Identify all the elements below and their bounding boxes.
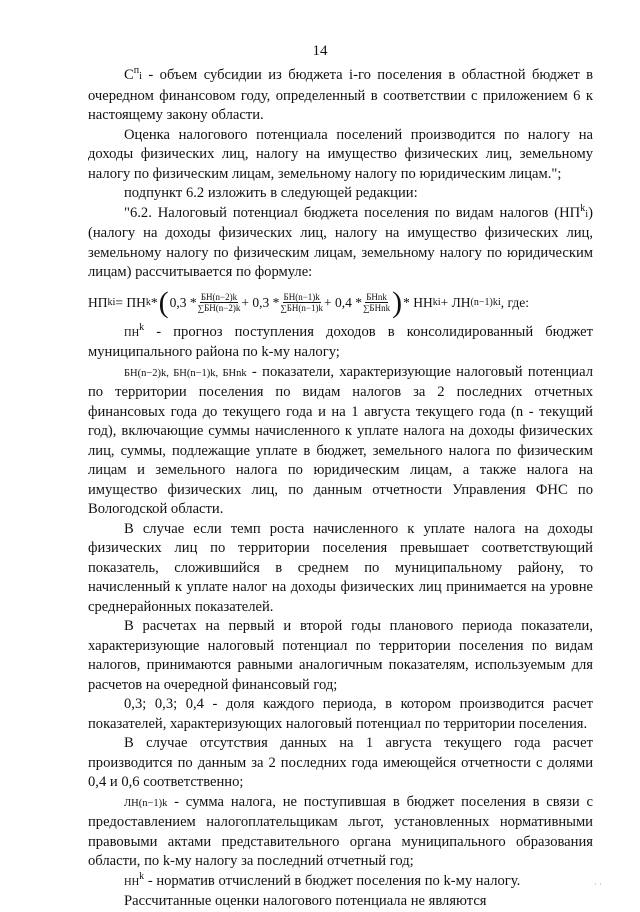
formula-ln: + ЛН: [440, 294, 471, 310]
symbol-c-sup: п: [133, 65, 140, 77]
formula-mul: *: [150, 294, 158, 310]
paragraph-calculated-estimates: Рассчитанные оценки налогового потенциала не являются: [124, 893, 487, 909]
symbol-nn-sup: k: [139, 870, 145, 882]
paragraph-text: ) (налогу на доходы физических лиц, налогу на имущество физических лиц, земельному налогу по физическим лицам, земельному налогу по юридическим лицам) рассчитывается по формуле:: [88, 204, 593, 280]
fraction-2: [280, 292, 323, 313]
paragraph-pn: [88, 323, 593, 363]
fraction-3: [363, 292, 390, 313]
formula-coef-1: 0,3 *: [169, 294, 197, 310]
paragraph-text: "6.2. Налоговый потенциал бюджета поселения по видам налогов (НП: [124, 204, 581, 221]
paragraph-ln: [88, 793, 593, 872]
formula-nn-sub: i: [437, 296, 441, 308]
symbol-bn: БН(n−2)k, БН(n−1)k, БНnk: [124, 367, 247, 379]
symbol-pn: ПН: [124, 327, 140, 339]
formula-ln-sub: i: [497, 296, 501, 308]
formula-eq: = ПН: [115, 294, 146, 310]
paragraph-subsidy-definition: [88, 66, 593, 126]
symbol-c: С: [124, 67, 134, 83]
page-number: 14: [312, 43, 328, 59]
paragraph-text: - прогноз поступления доходов в консолидированный бюджет муниципального района по k-му налогу;: [88, 323, 593, 360]
paragraph-no-data: В случае отсутствия данных на 1 августа текущего года расчет производится по данным за 2 последних года имеющейся отчетности с долями 0,4 и 0,6 соответственно;: [88, 735, 593, 790]
formula-where: , где:: [500, 294, 529, 310]
symbol-ln: ЛН(n−1)k: [124, 797, 168, 809]
open-paren: (: [158, 285, 169, 319]
symbol-c-index: i: [139, 71, 143, 82]
formula-lhs: НП: [88, 294, 108, 310]
close-paren: ): [392, 285, 403, 319]
fraction-1: [198, 292, 241, 313]
symbol-pn-sup: k: [139, 321, 145, 333]
formula-lhs-sub: i: [112, 296, 116, 308]
formula: НП k i = ПН k * ( 0,3 * $\frac{БН(n-2)k}{\sum БН(n-2)k}$ + 0,3 * $\frac{БН(n-1)k}{\sum БН(n-1)k}$ + 0,4 * $\frac{\text{БНnk}}{\text{∑БНnk}}$ ) * НН k i + ЛН (n−1)k i , где:: [88, 285, 529, 319]
paragraph-bn: [88, 363, 593, 520]
paragraph-text: - норматив отчислений в бюджет поселения по k-му налогу.: [144, 872, 521, 889]
fraction-3-den: ∑БНnk: [362, 303, 391, 313]
document-body: [88, 66, 593, 912]
paragraph-assessment: Оценка налогового потенциала поселений производится по налогу на доходы физических лиц, налогу на имущество физических лиц, земельному налогу по физическим лицам, земельному налогу по юридическим лицам.";: [88, 126, 593, 182]
fraction-2-num: БН(n−1)k: [283, 292, 320, 302]
paragraph-6-2: [88, 204, 593, 283]
paragraph-planning-period: В расчетах на первый и второй годы планового периода показатели, характеризующие налоговый потенциал по территории поселения по видам налогов, принимаются равными аналогичным показателям, используемым для расчетов на очередной финансовый год;: [88, 618, 593, 693]
fraction-1-den: ∑БН(n−2)k: [197, 303, 241, 313]
paragraph-text: - сумма налога, не поступившая в бюджет поселения в связи с предоставлением налогоплательщикам льгот, установленных нормативными правовыми актами представительного органа муниципального образования области, по k-му налогу за последний отчетный год;: [88, 793, 593, 869]
paragraph-growth-rate: В случае если темп роста начисленного к уплате налога на доходы физических лиц по территории поселения превышает соответствующий показатель, сложившийся в среднем по муниципальному району, то начисленный к уплате налог на доходы физических лиц принимается на уровне среднерайонных показателей.: [88, 520, 593, 615]
fraction-1-num: БН(n−2)k: [200, 292, 238, 302]
fraction-3-num: БНnk: [366, 292, 387, 302]
fraction-2-den: ∑БН(n−1)k: [280, 303, 323, 313]
scan-mark: · ·: [593, 879, 602, 889]
paragraph-text: - показатели, характеризующие налоговый потенциал по территории поселения по видам налогов за 2 последних отчетных финансовых года до текущего года и на 1 августа текущего года (n - текущий год), включающие суммы начисленного к уплате налога на доходы физических лиц, суммы, подлежащие уплате в бюджет, земельного налога по физическим лицам и земельного налога по юридическим лицам, а также налога на имущество физических лиц, по данным отчетности Управления ФНС по Вологодской области.: [88, 363, 594, 517]
superscript: k: [580, 202, 586, 214]
symbol-nn: НН: [124, 876, 140, 888]
formula-coef-3: + 0,4 *: [323, 294, 362, 310]
formula-nn: * НН: [403, 294, 433, 310]
paragraph-nn: [88, 872, 593, 893]
paragraph-subitem: подпункт 6.2 изложить в следующей редакции:: [124, 185, 418, 201]
subscript: i: [585, 208, 589, 220]
formula-coef-2: + 0,3 *: [241, 294, 280, 310]
paragraph-shares: 0,3; 0,3; 0,4 - доля каждого периода, в котором производится расчет показателей, характеризующих налоговый потенциал по территории поселения.: [88, 696, 593, 732]
paragraph-text: - объем субсидии из бюджета i-го поселения в областной бюджет в очередном финансовом году, определенный в соответствии с приложением 6 к настоящему закону области.: [88, 67, 593, 123]
